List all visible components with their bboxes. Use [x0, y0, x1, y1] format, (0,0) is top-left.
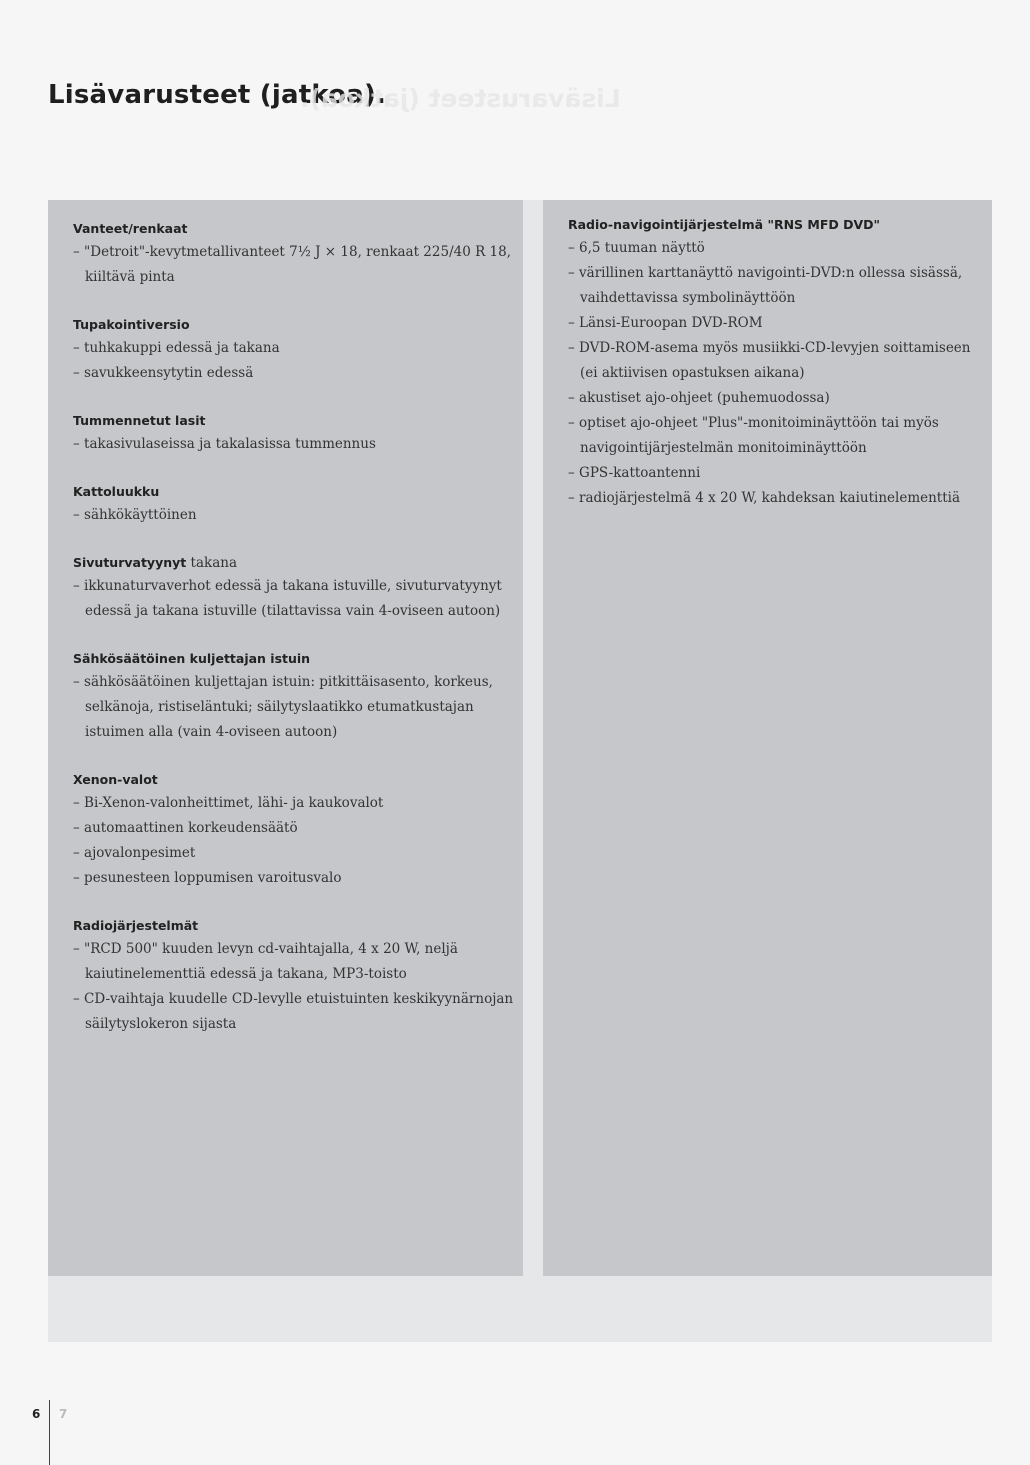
section-heading-suffix: takana — [186, 555, 238, 571]
list-item: – savukkeensytytin edessä — [73, 361, 523, 386]
list-item: – Länsi-Euroopan DVD-ROM — [568, 311, 992, 336]
section — [73, 915, 523, 1037]
item-list — [568, 236, 992, 511]
page-number-divider — [49, 1400, 50, 1465]
list-item: – GPS-kattoantenni — [568, 461, 992, 486]
list-item: – akustiset ajo-ohjeet (puhemuodossa) — [568, 386, 992, 411]
left-column — [48, 200, 523, 1276]
item-list — [73, 574, 523, 624]
list-item: – automaattinen korkeudensäätö — [73, 816, 523, 841]
list-item: – pesunesteen loppumisen varoitusvalo — [73, 866, 523, 891]
list-item: – "Detroit"-kevytmetallivanteet 7½ J × 18, renkaat 225/40 R 18, kiiltävä pinta — [73, 240, 523, 290]
section-heading: Tummennetut lasit — [73, 413, 206, 428]
list-item: – radiojärjestelmä 4 x 20 W, kahdeksan kaiutinelementtiä — [568, 486, 992, 511]
list-item: – DVD-ROM-asema myös musiikki-CD-levyjen soittamiseen (ei aktiivisen opastuksen aikana) — [568, 336, 992, 386]
item-list — [73, 791, 523, 891]
item-list — [73, 336, 523, 386]
section — [73, 648, 523, 745]
section-heading: Xenon-valot — [73, 772, 158, 787]
list-item: – optiset ajo-ohjeet "Plus"-monitoiminäyttöön tai myös navigointijärjestelmän monitoiminäyttöön — [568, 411, 992, 461]
right-column — [543, 200, 992, 1276]
section — [73, 481, 523, 528]
list-item: – ikkunaturvaverhot edessä ja takana istuville, sivuturvatyynyt edessä ja takana istuville (tilattavissa vain 4-oviseen autoon) — [73, 574, 523, 624]
section-heading: Radio-navigointijärjestelmä "RNS MFD DVD" — [568, 217, 881, 232]
section — [73, 218, 523, 290]
list-item: – sähkösäätöinen kuljettajan istuin: pitkittäisasento, korkeus, selkänoja, ristiseläntuki; säilytyslaatikko etumatkustajan istuimen alla (vain 4-oviseen autoon) — [73, 670, 523, 745]
list-item: – CD-vaihtaja kuudelle CD-levylle etuistuinten keskikyynärnojan säilytyslokeron sijasta — [73, 987, 523, 1037]
section — [73, 769, 523, 891]
show-through-title: Lisävarusteet (jatkoa). — [300, 84, 621, 113]
page-title: Lisävarusteet (jatkoa). — [48, 80, 387, 110]
item-list — [73, 432, 523, 457]
section-heading: Sähkösäätöinen kuljettajan istuin — [73, 651, 311, 666]
list-item: – "RCD 500" kuuden levyn cd-vaihtajalla, 4 x 20 W, neljä kaiutinelementtiä edessä ja takana, MP3-toisto — [73, 937, 523, 987]
list-item: – 6,5 tuuman näyttö — [568, 236, 992, 261]
section — [73, 314, 523, 386]
section-heading: Kattoluukku — [73, 484, 160, 499]
list-item: – Bi-Xenon-valonheittimet, lähi- ja kaukovalot — [73, 791, 523, 816]
item-list — [73, 240, 523, 290]
list-item: – tuhkakuppi edessä ja takana — [73, 336, 523, 361]
section-heading: Tupakointiversio — [73, 317, 190, 332]
item-list — [73, 503, 523, 528]
list-item: – sähkökäyttöinen — [73, 503, 523, 528]
section-heading: Vanteet/renkaat — [73, 221, 188, 236]
list-item: – ajovalonpesimet — [73, 841, 523, 866]
section-heading: Sivuturvatyynyt — [73, 555, 187, 570]
section-sivuturvatyynyt — [73, 552, 523, 624]
section — [568, 214, 992, 511]
page-number-right: 7 — [59, 1407, 68, 1421]
section — [73, 410, 523, 457]
list-item: – takasivulaseissa ja takalasissa tummennus — [73, 432, 523, 457]
section-heading: Radiojärjestelmät — [73, 918, 199, 933]
list-item: – värillinen karttanäyttö navigointi-DVD:n ollessa sisässä, vaihdettavissa symbolinäyttöön — [568, 261, 992, 311]
item-list — [73, 937, 523, 1037]
item-list — [73, 670, 523, 745]
page-number-left: 6 — [32, 1407, 41, 1421]
